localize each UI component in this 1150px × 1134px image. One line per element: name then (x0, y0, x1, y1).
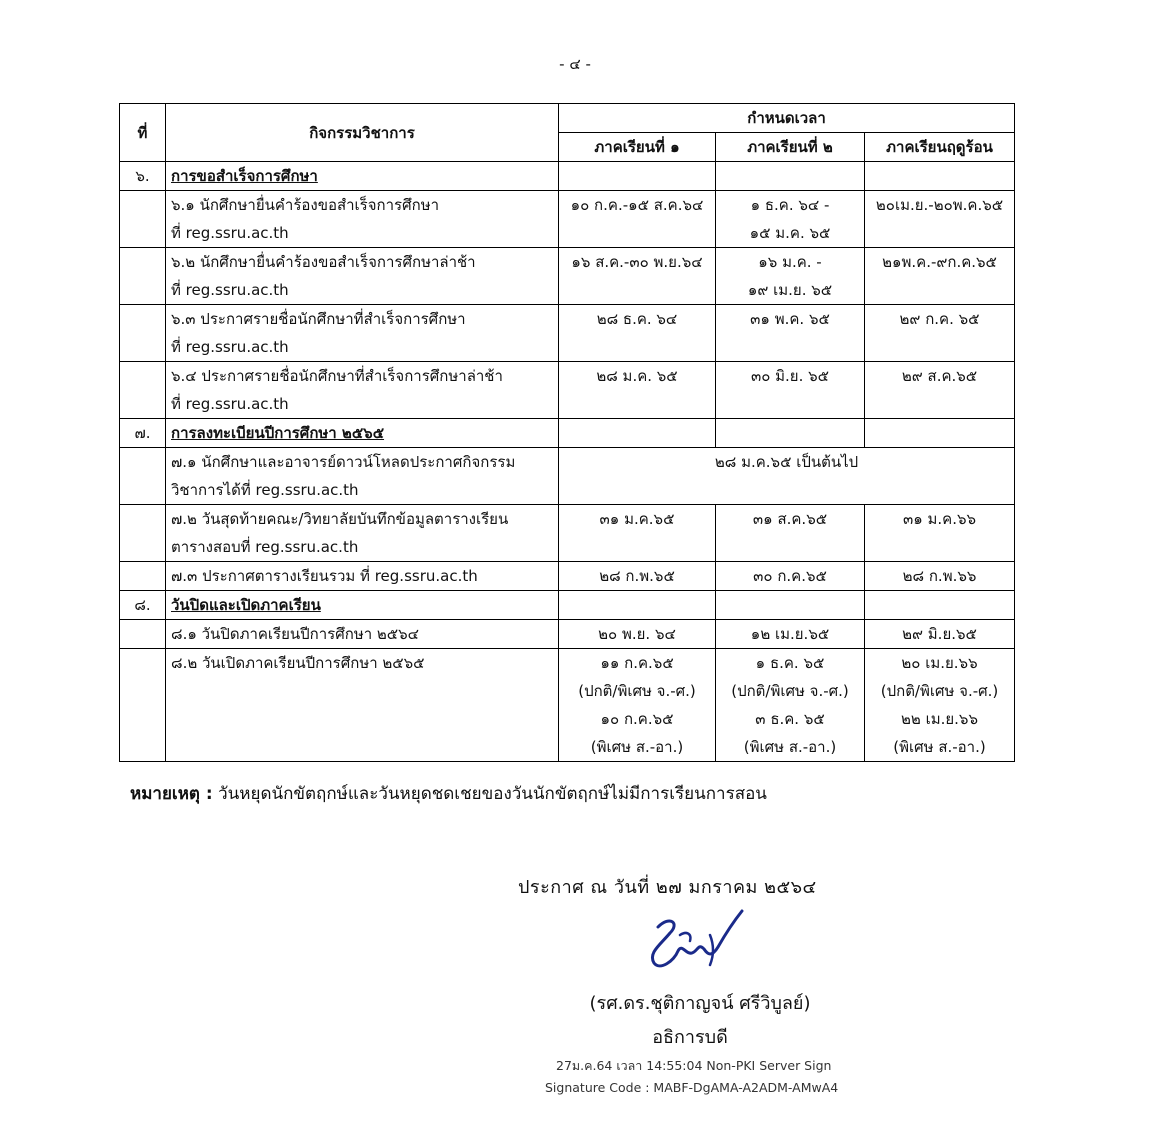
summer-cell: ๒๘ ก.พ.๖๖ (865, 562, 1015, 591)
handwritten-signature (640, 905, 750, 977)
term1-cell: ๒๐ พ.ย. ๖๔ (559, 620, 716, 649)
section-row (120, 162, 1015, 191)
term1-cell: ๒๘ ม.ค. ๖๕ (559, 362, 716, 419)
table-row (120, 362, 1015, 419)
term1-cell: ๑๐ ก.ค.-๑๕ ส.ค.๖๔ (559, 191, 716, 248)
summer-cell: ๒๙ ก.ค. ๖๕ (865, 305, 1015, 362)
table-row (120, 191, 1015, 248)
table-row (120, 562, 1015, 591)
summer-cell: ๒๙ ส.ค.๖๕ (865, 362, 1015, 419)
summer-cell: ๒๙ มิ.ย.๖๕ (865, 620, 1015, 649)
note-text: วันหยุดนักขัตฤกษ์และวันหยุดชดเชยของวันนักขัตฤกษ์ไม่มีการเรียนการสอน (212, 784, 767, 804)
header-summer: ภาคเรียนฤดูร้อน (865, 133, 1015, 162)
term1-cell: ๓๑ ม.ค.๖๕ (559, 505, 716, 562)
note (130, 780, 767, 807)
activity-cell: ๗.๑ นักศึกษาและอาจารย์ดาวน์โหลดประกาศกิจกรรม วิชาการได้ที่ reg.ssru.ac.th (166, 448, 559, 505)
term1-cell: ๒๘ ธ.ค. ๖๔ (559, 305, 716, 362)
activity-cell: ๗.๒ วันสุดท้ายคณะ/วิทยาลัยบันทึกข้อมูลตารางเรียน ตารางสอบที่ reg.ssru.ac.th (166, 505, 559, 562)
summer-cell: ๒๑พ.ค.-๙ก.ค.๖๕ (865, 248, 1015, 305)
table-row (120, 505, 1015, 562)
section-number: ๖. (120, 162, 166, 191)
term2-cell: ๑๒ เม.ย.๖๕ (716, 620, 865, 649)
table-row (120, 649, 1015, 762)
summer-cell: ๓๑ ม.ค.๖๖ (865, 505, 1015, 562)
sign-timestamp: 27ม.ค.64 เวลา 14:55:04 Non-PKI Server Sign (556, 1058, 832, 1073)
section-number: ๗. (120, 419, 166, 448)
section-number: ๘. (120, 591, 166, 620)
summer-cell: ๒๐ เม.ย.๖๖ (ปกติ/พิเศษ จ.-ศ.) ๒๒ เม.ย.๖๖ (พิเศษ ส.-อา.) (865, 649, 1015, 762)
header-activity: กิจกรรมวิชาการ (166, 104, 559, 162)
activity-cell: ๗.๓ ประกาศตารางเรียนรวม ที่ reg.ssru.ac.th (166, 562, 559, 591)
activity-cell: ๖.๒ นักศึกษายื่นคำร้องขอสำเร็จการศึกษาล่าช้า ที่ reg.ssru.ac.th (166, 248, 559, 305)
term2-cell: ๓๐ มิ.ย. ๖๕ (716, 362, 865, 419)
header-schedule: กำหนดเวลา (559, 104, 1015, 133)
activity-cell: ๖.๓ ประกาศรายชื่อนักศึกษาที่สำเร็จการศึกษา ที่ reg.ssru.ac.th (166, 305, 559, 362)
activity-cell: ๘.๒ วันเปิดภาคเรียนปีการศึกษา ๒๕๖๕ (166, 649, 559, 762)
header-row-1 (120, 104, 1015, 133)
section-row (120, 419, 1015, 448)
schedule-table (119, 103, 1015, 762)
term1-cell: ๒๘ ก.พ.๖๕ (559, 562, 716, 591)
note-label: หมายเหตุ : (130, 784, 213, 804)
summer-cell: ๒๐เม.ย.-๒๐พ.ค.๖๕ (865, 191, 1015, 248)
activity-cell: ๖.๔ ประกาศรายชื่อนักศึกษาที่สำเร็จการศึกษาล่าช้า ที่ reg.ssru.ac.th (166, 362, 559, 419)
term2-cell: ๑๖ ม.ค. - ๑๙ เม.ย. ๖๕ (716, 248, 865, 305)
term2-cell: ๑ ธ.ค. ๖๕ (ปกติ/พิเศษ จ.-ศ.) ๓ ธ.ค. ๖๕ (พิเศษ ส.-อา.) (716, 649, 865, 762)
activity-cell: ๘.๑ วันปิดภาคเรียนปีการศึกษา ๒๕๖๔ (166, 620, 559, 649)
signer-position: อธิการบดี (652, 1027, 728, 1048)
header-term2: ภาคเรียนที่ ๒ (716, 133, 865, 162)
table-row (120, 248, 1015, 305)
section-title: การลงทะเบียนปีการศึกษา ๒๕๖๕ (166, 419, 559, 448)
header-no: ที่ (120, 104, 166, 162)
term1-cell: ๑๑ ก.ค.๖๕ (ปกติ/พิเศษ จ.-ศ.) ๑๐ ก.ค.๖๕ (พิเศษ ส.-อา.) (559, 649, 716, 762)
section-title: การขอสำเร็จการศึกษา (166, 162, 559, 191)
signature-code: Signature Code : MABF-DgAMA-A2ADM-AMwA4 (545, 1080, 839, 1095)
signer-name: (รศ.ดร.ชุติกาญจน์ ศรีวิบูลย์) (589, 993, 811, 1014)
term2-cell: ๓๑ ส.ค.๖๕ (716, 505, 865, 562)
merged-schedule-cell: ๒๘ ม.ค.๖๕ เป็นต้นไป (559, 448, 1015, 505)
header-term1: ภาคเรียนที่ ๑ (559, 133, 716, 162)
section-row (120, 591, 1015, 620)
table-row (120, 448, 1015, 505)
table-row (120, 305, 1015, 362)
term2-cell: ๑ ธ.ค. ๖๔ - ๑๕ ม.ค. ๖๕ (716, 191, 865, 248)
term2-cell: ๓๑ พ.ค. ๖๕ (716, 305, 865, 362)
announcement-date: ประกาศ ณ วันที่ ๒๗ มกราคม ๒๕๖๔ (518, 877, 817, 898)
page-number: - ๔ - (559, 55, 591, 73)
term1-cell: ๑๖ ส.ค.-๓๐ พ.ย.๖๔ (559, 248, 716, 305)
term2-cell: ๓๐ ก.ค.๖๕ (716, 562, 865, 591)
section-title: วันปิดและเปิดภาคเรียน (166, 591, 559, 620)
table-row (120, 620, 1015, 649)
activity-cell: ๖.๑ นักศึกษายื่นคำร้องขอสำเร็จการศึกษา ที่ reg.ssru.ac.th (166, 191, 559, 248)
